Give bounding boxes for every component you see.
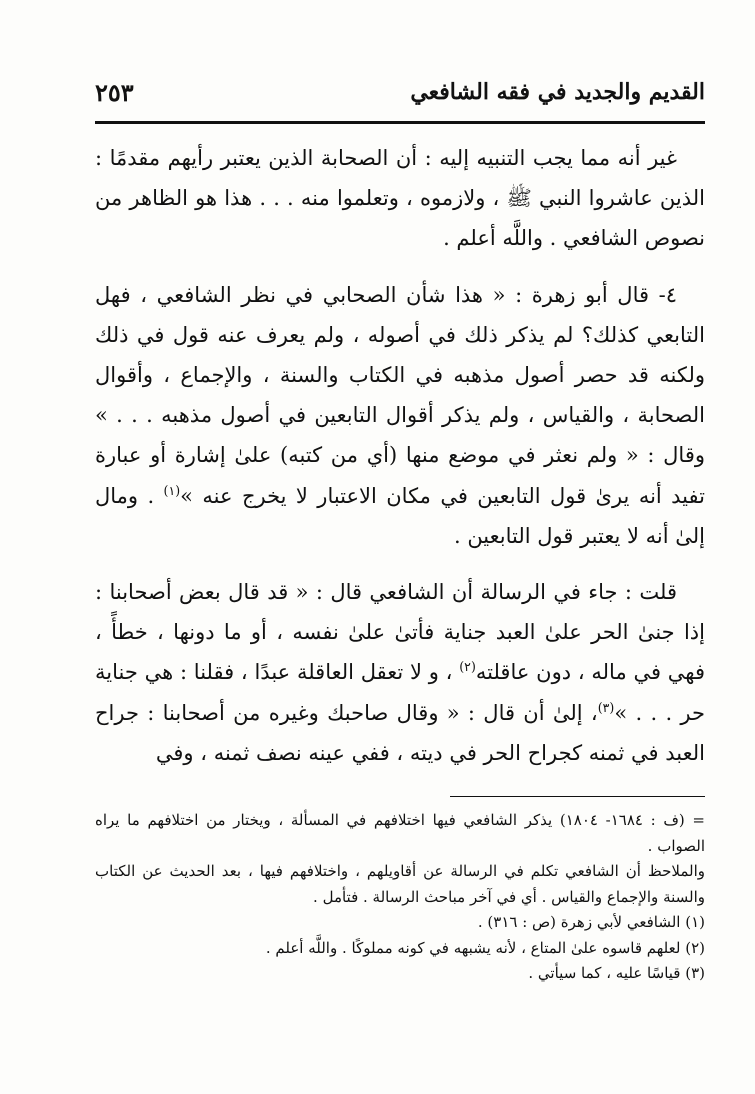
footnote-2: (٢) لعلهم قاسوه علىٰ المتاع ، لأنه يشبهه في كونه مملوكًا . واللَّه أعلم . <box>265 938 705 957</box>
footnote-3: (٣) قياسًا عليه ، كما سيأتي . <box>528 964 705 982</box>
paragraph-3 <box>95 572 705 773</box>
running-title: القديم والجديد في فقه الشافعي <box>410 79 705 105</box>
footnotes <box>95 808 705 987</box>
footnote-continuation-2: والملاحظ أن الشافعي تكلم في الرسالة عن أقاويلهم ، واختلافهم فيها ، بعد الحديث عن الكتاب والسنة والإجماع والقياس . أي في آخر مباحث الرسالة . فتأمل . <box>95 862 705 906</box>
footnote-continuation-1: = (ف : ١٦٨٤- ١٨٠٤) يذكر الشافعي فيها اختلافهم في المسألة ، ويختار من اختلافهم ما يراه الصواب . <box>95 811 706 855</box>
paragraph-2-end: . ومال إلىٰ أنه لا يعتبر قول التابعين . <box>95 483 705 548</box>
page-number: ٢٥٣ <box>95 77 134 107</box>
header-rule <box>95 121 705 124</box>
paragraph-3-text-c: ، إلىٰ أن قال : « وقال صاحبك وغيره من أصحابنا : جراح العبد في ثمنه كجراح الحر في ديته ، ففي عينه نصف ثمنه ، وفي <box>95 700 705 765</box>
footnote-ref-2: (٢) <box>459 659 476 675</box>
paragraph-2 <box>95 275 705 556</box>
paragraph-2-text: ٤- قال أبو زهرة : « هذا شأن الصحابي في نظر الشافعي ، فهل التابعي كذلك؟ لم يذكر ذلك في أصوله ، ولم يعرف عنه قول في ذلك ولكنه قد حصر أصول مذهبه في الكتاب والسنة ، والإجماع ، وأقوال الصحابة ، والقياس ، ولم يذكر أقوال التابعين في أصول مذهبه . . . » وقال : « ولم نعثر في موضع منها (أي من كتبه) علىٰ إشارة أو عبارة تفيد أنه يرىٰ قول التابعين في مكان الاعتبار لا يخرج عنه » <box>95 282 705 508</box>
paragraph-1: غير أنه مما يجب التنبيه إليه : أن الصحابة الذين يعتبر رأيهم مقدمًا : الذين عاشروا النبي ﷺ ، ولازموه ، وتعلموا منه . . . هذا هو الظاهر من نصوص الشافعي . واللَّه أعلم . <box>95 146 705 251</box>
main-text <box>95 138 705 789</box>
paragraph-3-text-b: ، و لا تعقل العاقلة عبدًا ، فقلنا : هي جناية حر . . . » <box>95 660 705 725</box>
paragraph-3-text-a: قلت : جاء في الرسالة أن الشافعي قال : « قد قال بعض أصحابنا : إذا جنىٰ الحر علىٰ العبد جناية فأتىٰ علىٰ نفسه ، أو ما دونها ، خطأً ، فهي في ماله ، دون عاقلته <box>95 580 705 685</box>
footnote-ref-3: (٣) <box>597 699 615 715</box>
footnote-ref-1: (١) <box>163 482 181 498</box>
running-header <box>95 72 705 112</box>
footnote-rule <box>450 796 705 797</box>
footnote-1: (١) الشافعي لأبي زهرة (ص : ٣١٦) . <box>477 913 705 931</box>
